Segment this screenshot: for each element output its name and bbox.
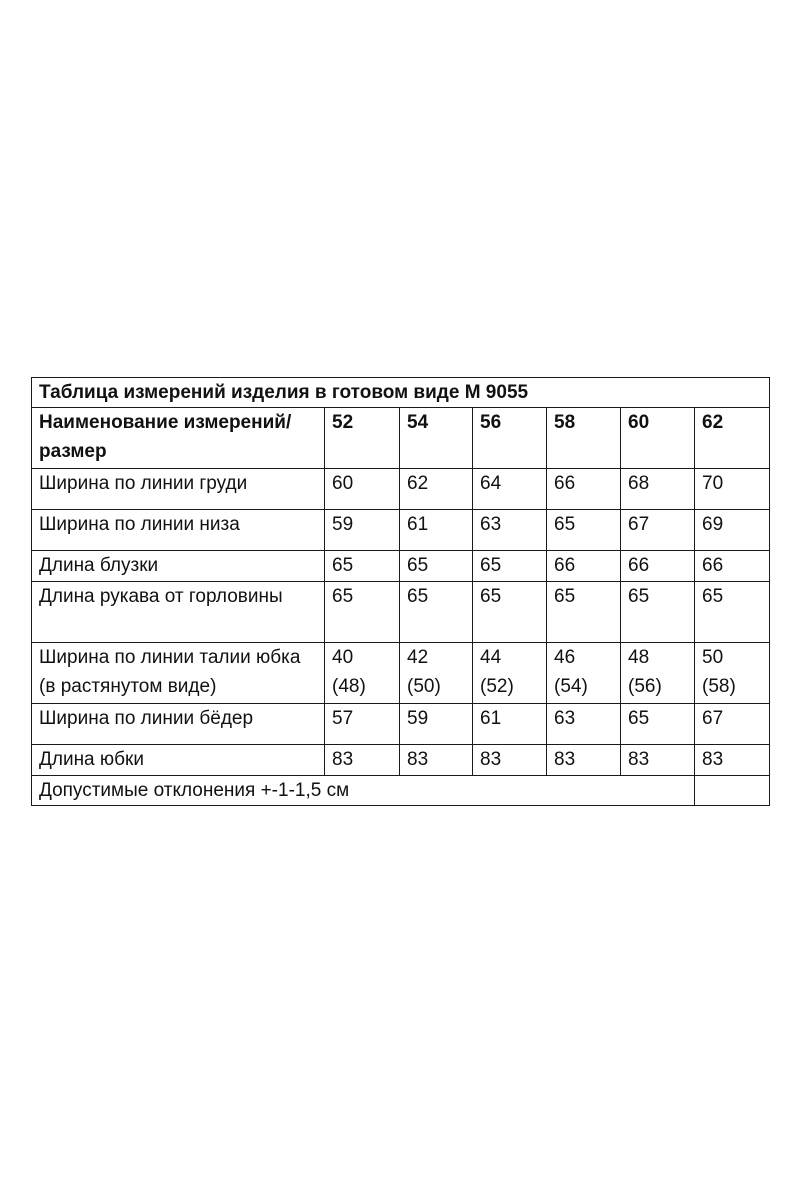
empty-cell — [695, 776, 770, 806]
value-stretched: (48) — [332, 676, 366, 697]
value-stretched: (50) — [407, 676, 441, 697]
row-value: 65 — [621, 704, 695, 745]
table-footer-row — [32, 776, 770, 806]
value-stretched: (52) — [480, 676, 514, 697]
row-value: 64 — [473, 469, 547, 510]
row-label: Ширина по линии талии юбка (в растянутом виде) — [32, 643, 325, 704]
row-label: Ширина по линии груди — [32, 469, 325, 510]
value-relaxed: 40 — [332, 647, 354, 668]
row-value — [695, 643, 770, 704]
header-size-60: 60 — [621, 408, 695, 469]
header-size-62: 62 — [695, 408, 770, 469]
value-relaxed: 42 — [407, 647, 429, 668]
row-value: 63 — [547, 704, 621, 745]
row-value — [473, 643, 547, 704]
row-value: 69 — [695, 510, 770, 551]
row-value: 66 — [547, 469, 621, 510]
row-value: 60 — [325, 469, 400, 510]
row-label: Ширина по линии бёдер — [32, 704, 325, 745]
row-value: 65 — [400, 551, 473, 582]
row-value: 57 — [325, 704, 400, 745]
row-value: 65 — [325, 582, 400, 643]
row-value — [325, 643, 400, 704]
row-value: 83 — [621, 745, 695, 776]
table-row — [32, 510, 770, 551]
table-header-row — [32, 408, 770, 469]
row-value — [400, 643, 473, 704]
row-value: 61 — [400, 510, 473, 551]
value-relaxed: 46 — [554, 647, 576, 668]
row-value — [621, 643, 695, 704]
table-row — [32, 745, 770, 776]
row-value: 62 — [400, 469, 473, 510]
row-value: 65 — [547, 510, 621, 551]
row-value: 59 — [400, 704, 473, 745]
row-value: 65 — [695, 582, 770, 643]
row-value: 66 — [695, 551, 770, 582]
table-row — [32, 551, 770, 582]
value-stretched: (58) — [702, 676, 736, 697]
table-title-row — [32, 378, 770, 408]
row-value: 61 — [473, 704, 547, 745]
table-row — [32, 704, 770, 745]
row-value: 83 — [400, 745, 473, 776]
row-value: 83 — [547, 745, 621, 776]
value-stretched: (56) — [628, 676, 662, 697]
row-value: 65 — [473, 551, 547, 582]
row-value: 83 — [325, 745, 400, 776]
row-value: 65 — [325, 551, 400, 582]
value-stretched: (54) — [554, 676, 588, 697]
row-label: Длина блузки — [32, 551, 325, 582]
row-value — [547, 643, 621, 704]
row-value: 63 — [473, 510, 547, 551]
table-title: Таблица измерений изделия в готовом виде М 9055 — [32, 378, 770, 408]
value-relaxed: 50 — [702, 647, 724, 668]
row-label: Длина юбки — [32, 745, 325, 776]
value-relaxed: 44 — [480, 647, 502, 668]
header-size-52: 52 — [325, 408, 400, 469]
table-row — [32, 582, 770, 643]
header-size-56: 56 — [473, 408, 547, 469]
measurement-table — [31, 377, 770, 806]
header-size-54: 54 — [400, 408, 473, 469]
row-label: Ширина по линии низа — [32, 510, 325, 551]
table-row — [32, 643, 770, 704]
row-label: Длина рукава от горловины — [32, 582, 325, 643]
value-relaxed: 48 — [628, 647, 650, 668]
row-value: 83 — [695, 745, 770, 776]
header-name-label: Наименование измерений/размер — [32, 408, 325, 469]
measurement-sheet — [31, 377, 769, 806]
row-value: 66 — [621, 551, 695, 582]
row-value: 59 — [325, 510, 400, 551]
row-value: 68 — [621, 469, 695, 510]
header-size-58: 58 — [547, 408, 621, 469]
row-value: 67 — [621, 510, 695, 551]
tolerance-note: Допустимые отклонения +-1-1,5 см — [32, 776, 695, 806]
row-value: 66 — [547, 551, 621, 582]
row-value: 65 — [473, 582, 547, 643]
table-row — [32, 469, 770, 510]
row-value: 67 — [695, 704, 770, 745]
row-value: 65 — [621, 582, 695, 643]
row-value: 83 — [473, 745, 547, 776]
row-value: 70 — [695, 469, 770, 510]
row-value: 65 — [400, 582, 473, 643]
row-value: 65 — [547, 582, 621, 643]
